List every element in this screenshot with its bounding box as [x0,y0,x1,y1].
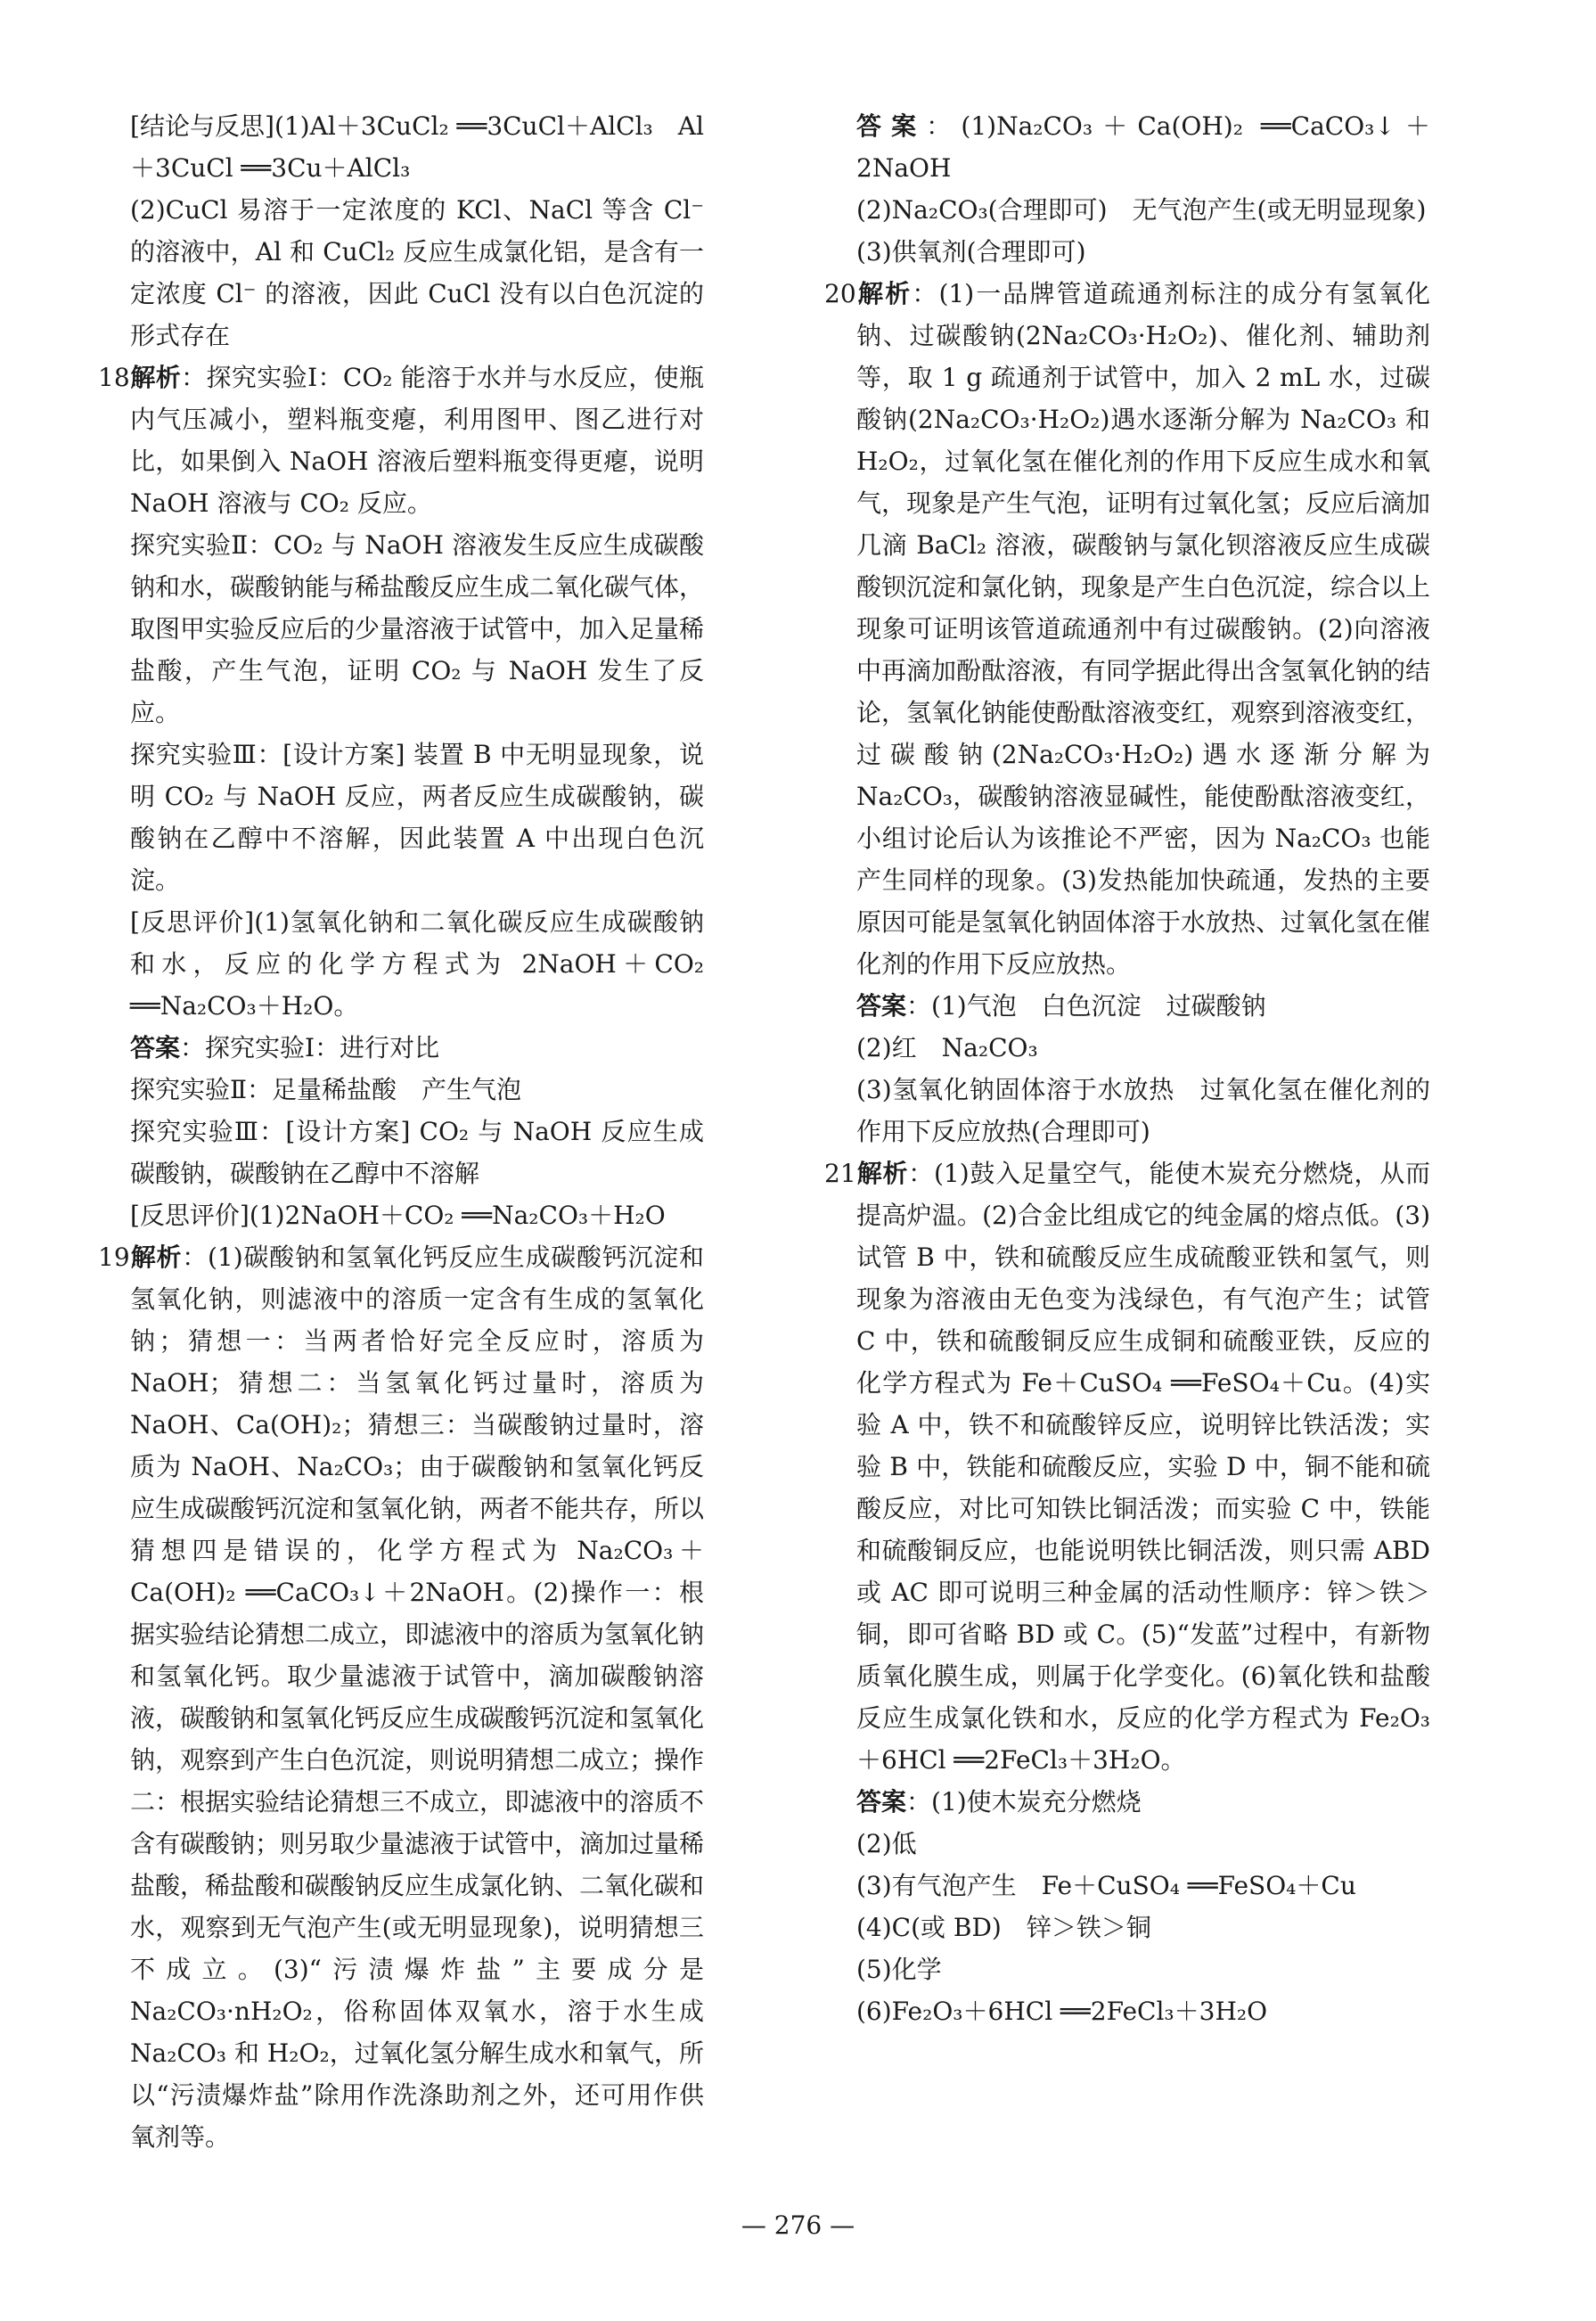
q21-analysis-p1 [824,1152,1430,1781]
question-19 [98,1236,704,2158]
q19-answer-text-1: ：(1)Na₂CO₃＋Ca(OH)₂ ══CaCO₃↓＋2NaOH [856,111,1430,183]
q21-analysis-label: 解析 [856,1159,909,1188]
conclusion-section [98,105,704,357]
page-number: — 276 — [741,2210,855,2240]
q20-answer-line-3: (3)氢氧化钠固体溶于水放热 过氧化氢在催化剂的作用下反应放热(合理即可) [856,1075,1430,1146]
question-18 [98,357,704,1236]
q21-answer-line-3: (3)有气泡产生 Fe＋CuSO₄ ══FeSO₄＋Cu [856,1871,1356,1900]
question-19-answer [824,105,1430,273]
q20-answer-line-1 [856,985,1430,1027]
q18-analysis-text-1: ：探究实验Ⅰ：CO₂ 能溶于水并与水反应，使瓶内气压减小，塑料瓶变瘪，利用图甲、图乙进行对比，如果倒入 NaOH 溶液后塑料瓶变得更瘪，说明 NaOH 溶液与 CO₂ 反应。 [130,363,704,518]
q18-answer-line-4: [反思评价](1)2NaOH＋CO₂ ══Na₂CO₃＋H₂O [130,1201,666,1230]
q19-number: 19. [98,1243,138,1272]
q18-analysis-p4: [反思评价](1)氢氧化钠和二氧化碳反应生成碳酸钠和水，反应的化学方程式为 2NaOH＋CO₂ ══Na₂CO₃＋H₂O。 [130,907,704,1021]
q18-number: 18. [98,363,138,392]
q21-answer-line-4: (4)C(或 BD) 锌＞铁＞铜 [856,1913,1151,1942]
q18-answer-text-1: ：探究实验Ⅰ：进行对比 [180,1033,440,1062]
q20-answer-text-1: ：(1)气泡 白色沉淀 过碳酸钠 [906,991,1266,1021]
question-20 [824,273,1430,1152]
q20-answer-line-2: (2)红 Na₂CO₃ [856,1033,1038,1062]
q19-analysis-text-1: ：(1)碳酸钠和氢氧化钙反应生成碳酸钙沉淀和氢氧化钠，则滤液中的溶质一定含有生成的氢氧化钠；猜想一：当两者恰好完全反应时，溶质为 NaOH；猜想二：当氢氧化钙过量时，溶质为 NaOH、Ca(OH)₂；猜想三：当碳酸钠过量时，溶质为 NaOH、Na₂CO₃；由于碳酸钠和氢氧化钙反应生成碳酸钙沉淀和氢氧化钠，两者不能共存，所以猜想四是错误的，化学方程式为 Na₂CO₃＋Ca(OH)₂ ══CaCO₃↓＋2NaOH。(2)操作一：根据实验结论猜想二成立，即滤液中的溶质为氢氧化钠和氢氧化钙。取少量滤液于试管中，滴加碳酸钠溶液，碳酸钠和氢氧化钙反应生成碳酸钙沉淀和氢氧化钠，观察到产生白色沉淀，则说明猜想二成立；操作二：根据实验结论猜想三不成立，即滤液中的溶质不含有碳酸钠；则另取少量滤液于试管中，滴加过量稀盐酸，稀盐酸和碳酸钠反应生成氯化钠、二氧化碳和水，观察到无气泡产生(或无明显现象)，说明猜想三不成立。(3)“污渍爆炸盐”主要成分是 Na₂CO₃·nH₂O₂，俗称固体双氧水，溶于水生成 Na₂CO₃ 和 H₂O₂，过氧化氢分解生成水和氧气，所以“污渍爆炸盐”除用作洗涤助剂之外，还可用作供氧剂等。 [130,1243,705,2152]
q18-answer-label: 答案 [130,1033,181,1062]
q21-answer-line-5: (5)化学 [856,1955,942,1984]
q18-analysis-p1 [98,357,704,524]
q18-analysis-p2: 探究实验Ⅱ：CO₂ 与 NaOH 溶液发生反应生成碳酸钠和水，碳酸钠能与稀盐酸反应生成二氧化碳气体，取图甲实验反应后的少量溶液于试管中，加入足量稀盐酸，产生气泡，证明 CO₂ 与 NaOH 发生了反应。 [130,530,705,727]
q21-answer-line-6: (6)Fe₂O₃＋6HCl ══2FeCl₃＋3H₂O [856,1997,1268,2026]
q18-answer-line-1 [130,1027,704,1069]
q21-answer-line-1 [856,1781,1430,1823]
conclusion-line-2: (2)CuCl 易溶于一定浓度的 KCl、NaCl 等含 Cl⁻ 的溶液中，Al 和 CuCl₂ 反应生成氯化铝，是含有一定浓度 Cl⁻ 的溶液，因此 CuCl 没有以白色沉淀的形式存在 [130,195,704,350]
q19-answer-line-3: (3)供氧剂(合理即可) [856,237,1086,267]
q18-answer-line-2: 探究实验Ⅱ：足量稀盐酸 产生气泡 [130,1075,522,1104]
q20-analysis-p1 [824,273,1431,985]
q19-answer-line-2: (2)Na₂CO₃(合理即可) 无气泡产生(或无明显现象) [856,195,1427,225]
q19-answer-label: 答案 [856,111,927,141]
q21-answer-text-1: ：(1)使木炭充分燃烧 [906,1787,1142,1817]
q20-answer-label: 答案 [856,991,907,1021]
q20-analysis-label: 解析 [856,279,913,308]
q21-answer-label: 答案 [856,1787,907,1817]
q21-number: 21. [824,1159,864,1188]
q20-number: 20. [824,279,864,308]
question-21 [824,1152,1430,2032]
q18-analysis-p3: 探究实验Ⅲ：[设计方案] 装置 B 中无明显现象，说明 CO₂ 与 NaOH 反应，两者反应生成碳酸钠，碳酸钠在乙醇中不溶解，因此装置 A 中出现白色沉淀。 [130,740,704,895]
q21-answer-line-2: (2)低 [856,1829,917,1858]
q19-answer-line-1 [856,105,1430,189]
q18-analysis-label: 解析 [130,363,182,392]
q21-analysis-text-1: ：(1)鼓入足量空气，能使木炭充分燃烧，从而提高炉温。(2)合金比组成它的纯金属的熔点低。(3)试管 B 中，铁和硫酸反应生成硫酸亚铁和氢气，则现象为溶液由无色变为浅绿色，有气泡产生；试管 C 中，铁和硫酸铜反应生成铜和硫酸亚铁，反应的化学方程式为 Fe＋CuSO₄ ══FeSO₄＋Cu。(4)实验 A 中，铁不和硫酸锌反应，说明锌比铁活泼；实验 B 中，铁能和硫酸反应，实验 D 中，铜不能和硫酸反应，对比可知铁比铜活泼；而实验 C 中，铁能和硫酸铜反应，也能说明铁比铜活泼，则只需 ABD 或 AC 即可说明三种金属的活动性顺序：锌＞铁＞铜，即可省略 BD 或 C。(5)“发蓝”过程中，有新物质氧化膜生成，则属于化学变化。(6)氧化铁和盐酸反应生成氯化铁和水，反应的化学方程式为 Fe₂O₃＋6HCl ══2FeCl₃＋3H₂O。 [856,1159,1430,1775]
conclusion-line-1: [结论与反思](1)Al＋3CuCl₂ ══3CuCl＋AlCl₃ Al＋3CuCl ══3Cu＋AlCl₃ [130,111,704,183]
q18-answer-line-3: 探究实验Ⅲ：[设计方案] CO₂ 与 NaOH 反应生成碳酸钠，碳酸钠在乙醇中不溶解 [130,1117,704,1188]
q19-analysis-p1 [98,1236,705,2158]
right-column [824,105,1430,2032]
q20-analysis-text-1: ：(1)一品牌管道疏通剂标注的成分有氢氧化钠、过碳酸钠(2Na₂CO₃·H₂O₂)、催化剂、辅助剂等，取 1 g 疏通剂于试管中，加入 2 mL 水，过碳酸钠(2Na₂CO₃·H₂O₂)遇水逐渐分解为 Na₂CO₃ 和 H₂O₂，过氧化氢在催化剂的作用下反应生成水和氧气，现象是产生气泡，证明有过氧化氢；反应后滴加几滴 BaCl₂ 溶液，碳酸钠与氯化钡溶液反应生成碳酸钡沉淀和氯化钠，现象是产生白色沉淀，综合以上现象可证明该管道疏通剂中有过碳酸钠。(2)向溶液中再滴加酚酞溶液，有同学据此得出含氢氧化钠的结论，氢氧化钠能使酚酞溶液变红，观察到溶液变红，过碳酸钠(2Na₂CO₃·H₂O₂)遇水逐渐分解为 Na₂CO₃，碳酸钠溶液显碱性，能使酚酞溶液变红，小组讨论后认为该推论不严密，因为 Na₂CO₃ 也能产生同样的现象。(3)发热能加快疏通，发热的主要原因可能是氢氧化钠固体溶于水放热、过氧化氢在催化剂的作用下反应放热。 [856,279,1431,979]
left-column [98,105,704,2158]
q19-analysis-label: 解析 [130,1243,183,1272]
